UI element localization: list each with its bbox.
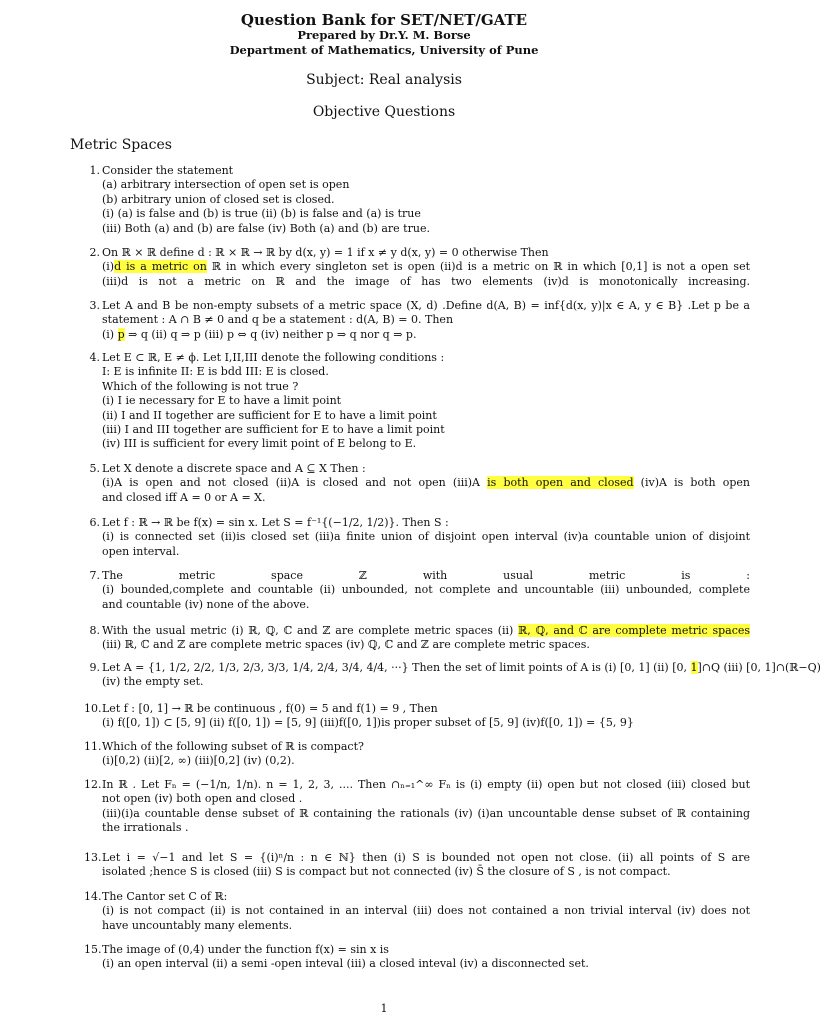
question-line: (ii) I and II together are sufficient for E to have a limit point: [102, 408, 437, 422]
question-body: [102, 624, 750, 653]
question-number: 14.: [84, 890, 102, 903]
question-body: [102, 851, 750, 880]
question-line: open interval.: [102, 544, 180, 558]
question-line: Let A and B be non-empty subsets of a metric space (X, d) .Define d(A, B) = inf{d(x, y)|x ∈ A, y ∈ B} .Let p be a: [102, 299, 750, 312]
question-line: (iii) I and III together are sufficient for E to have a limit point: [102, 423, 445, 437]
question-line: Let X denote a discrete space and A ⊆ X Then :: [102, 462, 366, 475]
question-9: [84, 661, 821, 690]
question-number: 6.: [89, 516, 100, 529]
question-8: [84, 624, 750, 653]
question-line: statement : A ∩ B ≠ 0 and q be a statement : d(A, B) = 0. Then: [102, 313, 454, 327]
question-line: isolated ;hence S is closed (iii) S is compact but not connected (iv) S̄ the closure of S , is not compact.: [102, 865, 671, 879]
question-line: Consider the statement: [102, 164, 234, 177]
question-body: [102, 246, 750, 289]
question-line: The image of (0,4) under the function f(x) = sin x is: [102, 943, 389, 956]
question-line: and closed iff A = 0 or A = X.: [102, 490, 266, 504]
question-body: [102, 702, 750, 731]
question-number: 2.: [89, 246, 100, 259]
question-line: Which of the following is not true ?: [102, 379, 299, 393]
question-line: not open (iv) both open and closed .: [102, 792, 303, 806]
question-11: [84, 740, 750, 769]
question-line: Let f : [0, 1] → ℝ be continuous , f(0) = 5 and f(1) = 9 , Then: [102, 702, 438, 715]
question-line: (i) is not compact (ii) is not contained in an interval (iii) does not contained a non trivial interval (iv) does not: [102, 904, 750, 918]
question-number: 12.: [84, 778, 102, 791]
question-number: 11.: [84, 740, 102, 753]
question-line: Let f : ℝ → ℝ be f(x) = sin x. Let S = f⁻¹{(−1/2, 1/2)}. Then S :: [102, 516, 449, 529]
question-line: (i)[0,2) (ii)[2, ∞) (iii)[0,2] (iv) (0,2).: [102, 754, 295, 768]
question-body: [102, 351, 750, 452]
question-number: 8.: [89, 624, 100, 637]
question-number: 1.: [89, 164, 100, 177]
question-5: [84, 462, 750, 505]
highlighted-text: d is a metric on: [114, 260, 207, 274]
question-number: 15.: [84, 943, 102, 956]
question-line: The Cantor set C of ℝ:: [102, 890, 228, 903]
question-body: [102, 164, 750, 236]
question-line: (i) an open interval (ii) a semi -open inteval (iii) a closed inteval (iv) a disconnected set.: [102, 957, 589, 971]
question-line: (iii)d is not a metric on ℝ and the image of has two elements (iv)d is monotonically increasing.: [102, 274, 750, 288]
question-7: [84, 569, 750, 612]
highlighted-text: p: [117, 327, 125, 341]
question-line: Let i = √−1 and let S = {(i)ⁿ/n : n ∈ ℕ} then (i) S is bounded not open not close. (ii) all points of S are: [102, 851, 750, 864]
question-line: Let E ⊂ ℝ, E ≠ ϕ. Let I,II,III denote the following conditions :: [102, 351, 445, 364]
question-1: [84, 164, 750, 236]
question-number: 13.: [84, 851, 102, 864]
question-line: (i) f([0, 1]) ⊂ [5, 9] (ii) f([0, 1]) = [5, 9] (iii)f([0, 1])is proper subset of [5, 9] (iv)f([0, 1]) = {5, 9}: [102, 716, 634, 730]
question-line: Which of the following subset of ℝ is compact?: [102, 740, 364, 753]
question-body: [102, 740, 750, 769]
question-line: (a) arbitrary intersection of open set is open: [102, 178, 350, 192]
question-line: The metric space ℤ with usual metric is :: [102, 569, 750, 582]
document-title: Question Bank for SET/NET/GATE: [240, 11, 528, 29]
highlighted-text: is both open and closed: [487, 476, 634, 490]
question-line: (iv) the empty set.: [102, 675, 204, 689]
question-line: (i) bounded,complete and countable (ii) unbounded, not complete and uncountable (iii) unbounded, complete: [102, 583, 750, 597]
question-10: [84, 702, 750, 731]
page-number: 1: [380, 1002, 388, 1015]
question-15: [84, 943, 750, 972]
section-title: Metric Spaces: [70, 137, 172, 153]
question-12: [84, 778, 750, 836]
question-line: (i)d is a metric on ℝ in which every singleton set is open (ii)d is a metric on ℝ in which [0,1] is not a open set: [102, 260, 750, 274]
question-line: (i) is connected set (ii)is closed set (iii)a finite union of disjoint open interval (iv)a countable union of disjoint: [102, 530, 750, 544]
question-line: (iii)(i)a countable dense subset of ℝ containing the rationals (iv) (i)an uncountable dense subset of ℝ containing: [102, 806, 750, 820]
question-body: [102, 516, 750, 559]
question-13: [84, 851, 750, 880]
question-14: [84, 890, 750, 933]
author-line: Prepared by Dr.Y. M. Borse: [297, 28, 471, 42]
question-line: (b) arbitrary union of closed set is closed.: [102, 192, 335, 206]
question-body: [102, 778, 750, 836]
question-line: I: E is infinite II: E is bdd III: E is closed.: [102, 365, 329, 379]
question-line: and countable (iv) none of the above.: [102, 597, 310, 611]
highlighted-text: 1: [690, 661, 698, 674]
question-line: (i) I ie necessary for E to have a limit point: [102, 394, 342, 408]
question-number: 4.: [89, 351, 100, 364]
question-line: the irrationals .: [102, 821, 189, 835]
question-body: [102, 890, 750, 933]
question-2: [84, 246, 750, 289]
question-line: (iv) III is sufficient for every limit point of E belong to E.: [102, 437, 417, 451]
question-line: (i) (a) is false and (b) is true (ii) (b) is false and (a) is true: [102, 207, 421, 221]
question-line: (iii) ℝ, ℂ and ℤ are complete metric spaces (iv) ℚ, ℂ and ℤ are complete metric spaces.: [102, 638, 590, 652]
question-body: [102, 943, 750, 972]
question-3: [84, 299, 750, 342]
question-line: In ℝ . Let Fₙ = (−1/n, 1/n). n = 1, 2, 3, .... Then ∩ₙ₌₁^∞ Fₙ is (i) empty (ii) open but not closed (iii) closed but: [102, 778, 750, 791]
subject-heading: Subject: Real analysis: [306, 72, 462, 88]
question-line: Let A = {1, 1/2, 2/2, 1/3, 2/3, 3/3, 1/4, 2/4, 3/4, 4/4, ···} Then the set of limit points of A is (i) [0, 1] (ii) [0, 1]∩Q (iii) [0, 1]∩(ℝ−Q): [102, 661, 821, 674]
highlighted-text: ℝ, ℚ, and ℂ are complete metric spaces: [518, 624, 751, 637]
question-number: 9.: [89, 661, 100, 674]
question-number: 7.: [89, 569, 100, 582]
question-line: (iii) Both (a) and (b) are false (iv) Both (a) and (b) are true.: [102, 221, 430, 235]
question-number: 3.: [89, 299, 100, 312]
question-body: [102, 462, 750, 505]
objective-heading: Objective Questions: [312, 104, 456, 120]
question-line: (i) p ⇒ q (ii) q ⇒ p (iii) p ⇔ q (iv) neither p ⇒ q nor q ⇒ p.: [102, 327, 417, 341]
question-number: 10.: [84, 702, 102, 715]
question-line: have uncountably many elements.: [102, 918, 293, 932]
question-4: [84, 351, 750, 452]
department-line: Department of Mathematics, University of Pune: [229, 43, 539, 57]
question-body: [102, 661, 821, 690]
question-line: With the usual metric (i) ℝ, ℚ, ℂ and ℤ are complete metric spaces (ii) ℝ, ℚ, and ℂ are complete metric spaces: [102, 624, 751, 637]
question-6: [84, 516, 750, 559]
question-number: 5.: [89, 462, 100, 475]
question-body: [102, 569, 750, 612]
question-line: (i)A is open and not closed (ii)A is closed and not open (iii)A is both open and closed (iv)A is both open: [102, 476, 750, 490]
question-line: On ℝ × ℝ define d : ℝ × ℝ → ℝ by d(x, y) = 1 if x ≠ y d(x, y) = 0 otherwise Then: [102, 246, 549, 259]
question-body: [102, 299, 750, 342]
